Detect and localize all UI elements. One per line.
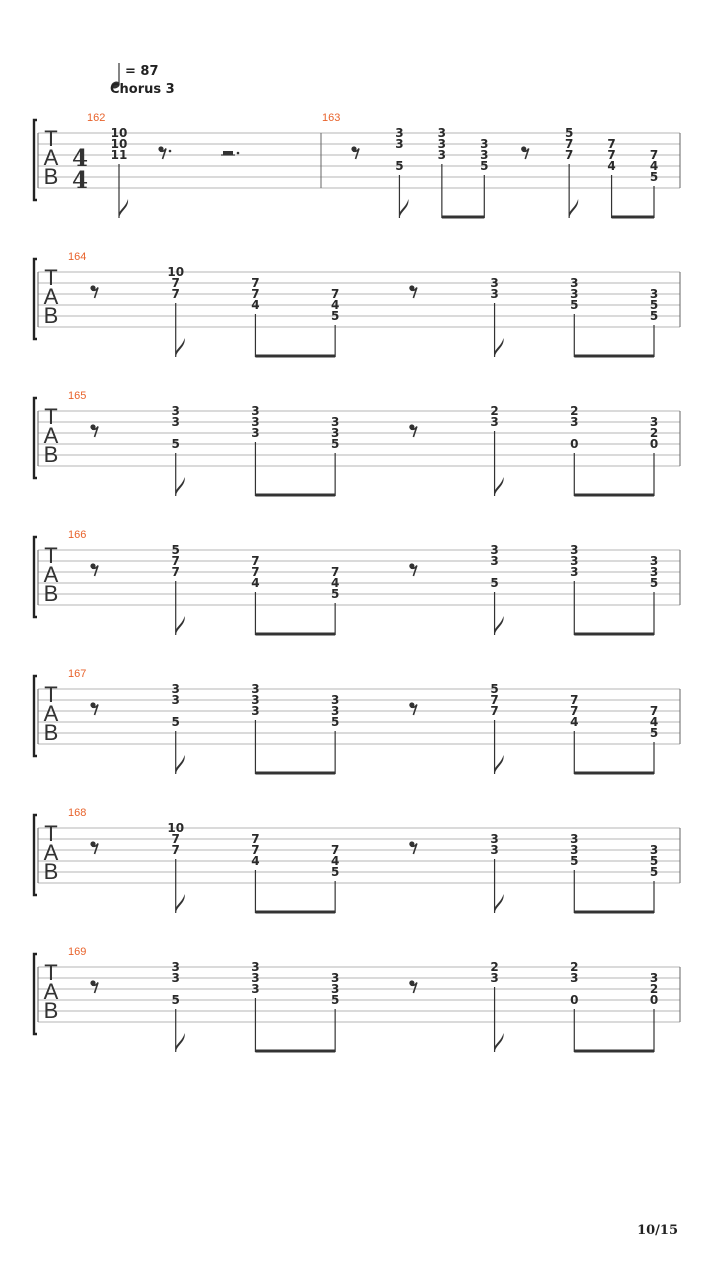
fret-number: 5 <box>395 159 404 173</box>
note-chord <box>650 287 658 357</box>
measure-number: 164 <box>68 251 87 263</box>
eighth-flag-icon <box>495 894 504 913</box>
eighth-flag-icon <box>119 199 128 218</box>
eighth-rest-icon <box>90 285 98 298</box>
eighth-rest-icon <box>409 702 417 715</box>
time-signature-numerator: 4 <box>71 145 89 172</box>
note-chord <box>251 682 259 774</box>
eighth-flag-icon <box>176 616 185 635</box>
tab-clef-letter: A <box>43 701 59 726</box>
fret-number: 3 <box>570 554 579 568</box>
fret-number: 10 <box>110 126 128 140</box>
tab-clef-letter: T <box>44 821 58 846</box>
fret-number: 3 <box>437 126 447 140</box>
fret-number: 3 <box>570 543 579 557</box>
fret-number: 5 <box>649 298 659 312</box>
tab-clef-letter: A <box>43 145 59 170</box>
fret-number: 7 <box>607 148 616 162</box>
measure-number: 167 <box>68 668 87 680</box>
system-bracket <box>34 676 37 756</box>
fret-number: 4 <box>649 159 659 173</box>
time-signature-denominator: 4 <box>71 167 89 194</box>
tab-system <box>34 807 680 914</box>
rest-block <box>223 151 233 155</box>
system-bracket <box>34 954 37 1034</box>
rest-dot <box>237 152 240 155</box>
note-chord <box>650 843 658 913</box>
fret-number: 7 <box>490 704 499 718</box>
eighth-rest-icon <box>90 424 98 437</box>
fret-number: 3 <box>570 415 579 429</box>
eighth-flag-icon <box>176 338 185 357</box>
fret-number: 2 <box>649 426 659 440</box>
section-label: Chorus 3 <box>110 82 175 97</box>
note-beam <box>255 911 335 914</box>
tab-clef-letter: A <box>43 840 59 865</box>
fret-number: 3 <box>171 415 180 429</box>
fret-number: 5 <box>171 437 180 451</box>
fret-number: 7 <box>570 704 579 718</box>
eighth-rest-icon <box>409 563 417 576</box>
fret-number: 5 <box>171 715 180 729</box>
tab-system <box>34 390 680 497</box>
tab-clef-letter: T <box>44 265 58 290</box>
fret-number: 5 <box>490 682 499 696</box>
fret-number: 4 <box>330 298 340 312</box>
fret-number: 3 <box>251 982 260 996</box>
systems-layer <box>34 112 680 1053</box>
fret-number: 7 <box>171 832 180 846</box>
tab-clef-letter: B <box>43 442 59 467</box>
fret-number: 7 <box>171 276 180 290</box>
measure-number: 169 <box>68 946 87 958</box>
fret-number: 0 <box>649 993 659 1007</box>
measure <box>87 112 239 218</box>
tempo-marking <box>110 63 175 97</box>
note-beam <box>255 494 335 497</box>
fret-number: 4 <box>330 576 340 590</box>
tab-clef-letter: B <box>43 581 59 606</box>
measure-number: 162 <box>87 112 106 124</box>
fret-number: 3 <box>251 693 260 707</box>
measure-number: 163 <box>322 112 341 124</box>
eighth-rest-icon <box>90 980 98 993</box>
fret-number: 7 <box>171 554 180 568</box>
eighth-flag-icon <box>176 1033 185 1052</box>
note-chord <box>331 287 339 357</box>
fret-number: 5 <box>480 159 489 173</box>
note-chord <box>570 543 578 635</box>
tab-system <box>34 251 680 358</box>
fret-number: 3 <box>649 565 659 579</box>
fret-number: 3 <box>490 971 499 985</box>
fret-number: 3 <box>570 565 579 579</box>
fret-number: 4 <box>570 715 579 729</box>
fret-number: 7 <box>649 148 659 162</box>
eighth-rest-icon <box>158 146 171 159</box>
measure <box>68 529 658 636</box>
fret-number: 3 <box>490 415 499 429</box>
fret-number: 3 <box>649 415 659 429</box>
tab-clef-letter: A <box>43 423 59 448</box>
fret-number: 3 <box>480 148 489 162</box>
tab-system <box>34 112 680 219</box>
system-bracket <box>34 259 37 339</box>
fret-number: 3 <box>251 404 260 418</box>
fret-number: 3 <box>649 554 659 568</box>
note-chord <box>490 543 503 635</box>
fret-number: 7 <box>171 843 180 857</box>
fret-number: 5 <box>330 865 340 879</box>
fret-number: 3 <box>330 426 340 440</box>
fret-number: 5 <box>570 854 579 868</box>
fret-number: 3 <box>437 148 447 162</box>
eighth-rest-icon <box>409 424 417 437</box>
fret-number: 3 <box>490 287 499 301</box>
system-bracket <box>34 537 37 617</box>
fret-number: 7 <box>607 137 616 151</box>
measure <box>68 668 658 775</box>
system-bracket <box>34 815 37 895</box>
fret-number: 5 <box>330 437 340 451</box>
eighth-flag-icon <box>495 616 504 635</box>
tab-clef-letter: B <box>43 164 59 189</box>
dotted-half-rest-icon <box>221 151 239 155</box>
measure-number: 168 <box>68 807 87 819</box>
fret-number: 3 <box>490 543 499 557</box>
tempo-value: = 87 <box>125 64 159 79</box>
fret-number: 3 <box>171 682 180 696</box>
fret-number: 7 <box>564 148 574 162</box>
fret-number: 0 <box>570 993 579 1007</box>
fret-number: 3 <box>649 843 659 857</box>
note-beam <box>574 494 654 497</box>
fret-number: 3 <box>480 137 489 151</box>
measure <box>68 807 658 914</box>
note-chord <box>167 821 184 913</box>
note-chord <box>251 404 259 496</box>
note-chord <box>172 960 185 1052</box>
system-bracket <box>34 120 37 200</box>
fret-number: 3 <box>251 960 260 974</box>
measure <box>68 251 658 358</box>
fret-number: 0 <box>570 437 579 451</box>
fret-number: 3 <box>570 287 579 301</box>
fret-number: 2 <box>490 404 499 418</box>
note-beam <box>255 355 335 358</box>
fret-number: 10 <box>167 265 185 279</box>
fret-number: 3 <box>251 415 260 429</box>
fret-number: 4 <box>251 298 260 312</box>
note-beam <box>574 772 654 775</box>
fret-number: 5 <box>649 170 659 184</box>
fret-number: 5 <box>171 543 180 557</box>
note-beam <box>574 1050 654 1053</box>
fret-number: 5 <box>490 576 499 590</box>
note-chord <box>650 704 658 774</box>
fret-number: 7 <box>171 565 180 579</box>
fret-number: 3 <box>570 832 579 846</box>
measure-number: 166 <box>68 529 87 541</box>
tab-clef-letter: T <box>44 682 58 707</box>
fret-number: 10 <box>167 821 185 835</box>
measure <box>68 390 658 497</box>
fret-number: 7 <box>330 287 340 301</box>
fret-number: 3 <box>649 287 659 301</box>
fret-number: 0 <box>649 437 659 451</box>
fret-number: 3 <box>395 126 404 140</box>
eighth-flag-icon <box>569 199 578 218</box>
measure <box>321 112 658 219</box>
measure-number: 165 <box>68 390 87 402</box>
note-chord <box>570 404 578 496</box>
fret-number: 3 <box>171 404 180 418</box>
fret-number: 5 <box>649 576 659 590</box>
eighth-flag-icon <box>495 338 504 357</box>
note-beam <box>574 633 654 636</box>
fret-number: 3 <box>570 276 579 290</box>
fret-number: 3 <box>330 415 340 429</box>
eighth-rest-icon <box>351 146 359 159</box>
fret-number: 5 <box>649 309 659 323</box>
note-chord <box>650 148 658 218</box>
note-chord <box>111 126 128 218</box>
fret-number: 3 <box>251 704 260 718</box>
fret-number: 5 <box>330 993 340 1007</box>
eighth-flag-icon <box>399 199 408 218</box>
eighth-rest-icon <box>90 841 98 854</box>
fret-number: 3 <box>490 554 499 568</box>
fret-number: 4 <box>330 854 340 868</box>
note-chord <box>490 404 503 496</box>
note-beam <box>574 911 654 914</box>
eighth-rest-icon <box>409 285 417 298</box>
fret-number: 5 <box>564 126 574 140</box>
fret-number: 5 <box>171 993 180 1007</box>
fret-number: 3 <box>490 843 499 857</box>
eighth-rest-icon <box>409 841 417 854</box>
fret-number: 3 <box>490 276 499 290</box>
fret-number: 3 <box>330 971 340 985</box>
tab-clef-letter: T <box>44 126 58 151</box>
note-chord <box>172 682 185 774</box>
fret-number: 3 <box>330 693 340 707</box>
note-chord <box>167 265 184 357</box>
note-beam <box>255 633 335 636</box>
fret-number: 11 <box>110 148 128 162</box>
fret-number: 2 <box>570 960 579 974</box>
eighth-flag-icon <box>495 1033 504 1052</box>
fret-number: 4 <box>251 576 260 590</box>
tab-clef-letter: T <box>44 960 58 985</box>
fret-number: 5 <box>649 854 659 868</box>
note-beam <box>255 1050 335 1053</box>
eighth-flag-icon <box>176 755 185 774</box>
fret-number: 7 <box>251 287 260 301</box>
note-chord <box>490 960 503 1052</box>
note-chord <box>251 960 259 1052</box>
fret-number: 7 <box>564 137 574 151</box>
note-beam <box>442 216 484 219</box>
fret-number: 3 <box>251 971 260 985</box>
fret-number: 7 <box>330 565 340 579</box>
fret-number: 3 <box>490 832 499 846</box>
tab-system <box>34 946 680 1053</box>
fret-number: 2 <box>649 982 659 996</box>
fret-number: 2 <box>490 960 499 974</box>
fret-number: 7 <box>251 276 260 290</box>
note-beam <box>612 216 654 219</box>
eighth-rest-icon <box>409 980 417 993</box>
tab-clef-letter: A <box>43 979 59 1004</box>
fret-number: 3 <box>171 971 180 985</box>
fret-number: 3 <box>330 982 340 996</box>
tab-clef-letter: B <box>43 859 59 884</box>
fret-number: 3 <box>437 137 447 151</box>
note-chord <box>565 126 578 218</box>
fret-number: 5 <box>330 587 340 601</box>
tab-clef-letter: B <box>43 720 59 745</box>
fret-number: 3 <box>570 843 579 857</box>
fret-number: 7 <box>251 832 260 846</box>
note-chord <box>331 565 339 635</box>
fret-number: 3 <box>395 137 404 151</box>
fret-number: 3 <box>570 971 579 985</box>
fret-number: 5 <box>570 298 579 312</box>
note-chord <box>570 960 578 1052</box>
fret-number: 4 <box>607 159 616 173</box>
tab-system <box>34 529 680 636</box>
fret-number: 7 <box>570 693 579 707</box>
fret-number: 7 <box>251 565 260 579</box>
fret-number: 4 <box>649 715 659 729</box>
note-chord <box>490 682 503 774</box>
fret-number: 3 <box>171 960 180 974</box>
note-chord <box>172 404 185 496</box>
note-beam <box>574 355 654 358</box>
fret-number: 3 <box>649 971 659 985</box>
eighth-rest-icon <box>521 146 529 159</box>
fret-number: 3 <box>171 693 180 707</box>
fret-number: 2 <box>570 404 579 418</box>
fret-number: 7 <box>171 287 180 301</box>
page-number: 10/15 <box>637 1223 678 1238</box>
note-chord <box>395 126 408 218</box>
fret-number: 3 <box>251 682 260 696</box>
eighth-flag-icon <box>176 477 185 496</box>
fret-number: 5 <box>649 726 659 740</box>
note-chord <box>331 843 339 913</box>
fret-number: 5 <box>330 309 340 323</box>
tab-clef-letter: T <box>44 404 58 429</box>
note-beam <box>255 772 335 775</box>
fret-number: 10 <box>110 137 128 151</box>
tab-clef-letter: B <box>43 303 59 328</box>
eighth-rest-icon <box>90 702 98 715</box>
fret-number: 7 <box>649 704 659 718</box>
eighth-flag-icon <box>495 477 504 496</box>
fret-number: 5 <box>330 715 340 729</box>
system-bracket <box>34 398 37 478</box>
note-chord <box>172 543 185 635</box>
fret-number: 5 <box>649 865 659 879</box>
fret-number: 7 <box>490 693 499 707</box>
tab-clef-letter: A <box>43 284 59 309</box>
fret-number: 4 <box>251 854 260 868</box>
fret-number: 7 <box>251 554 260 568</box>
eighth-rest-icon <box>90 563 98 576</box>
measure <box>68 946 658 1053</box>
tab-clef-letter: A <box>43 562 59 587</box>
fret-number: 3 <box>251 426 260 440</box>
tab-system <box>34 668 680 775</box>
tab-clef-letter: T <box>44 543 58 568</box>
rest-dot <box>169 150 172 153</box>
fret-number: 7 <box>251 843 260 857</box>
fret-number: 7 <box>330 843 340 857</box>
fret-number: 3 <box>330 704 340 718</box>
eighth-flag-icon <box>495 755 504 774</box>
note-chord <box>438 126 446 218</box>
tab-clef-letter: B <box>43 998 59 1023</box>
eighth-flag-icon <box>176 894 185 913</box>
